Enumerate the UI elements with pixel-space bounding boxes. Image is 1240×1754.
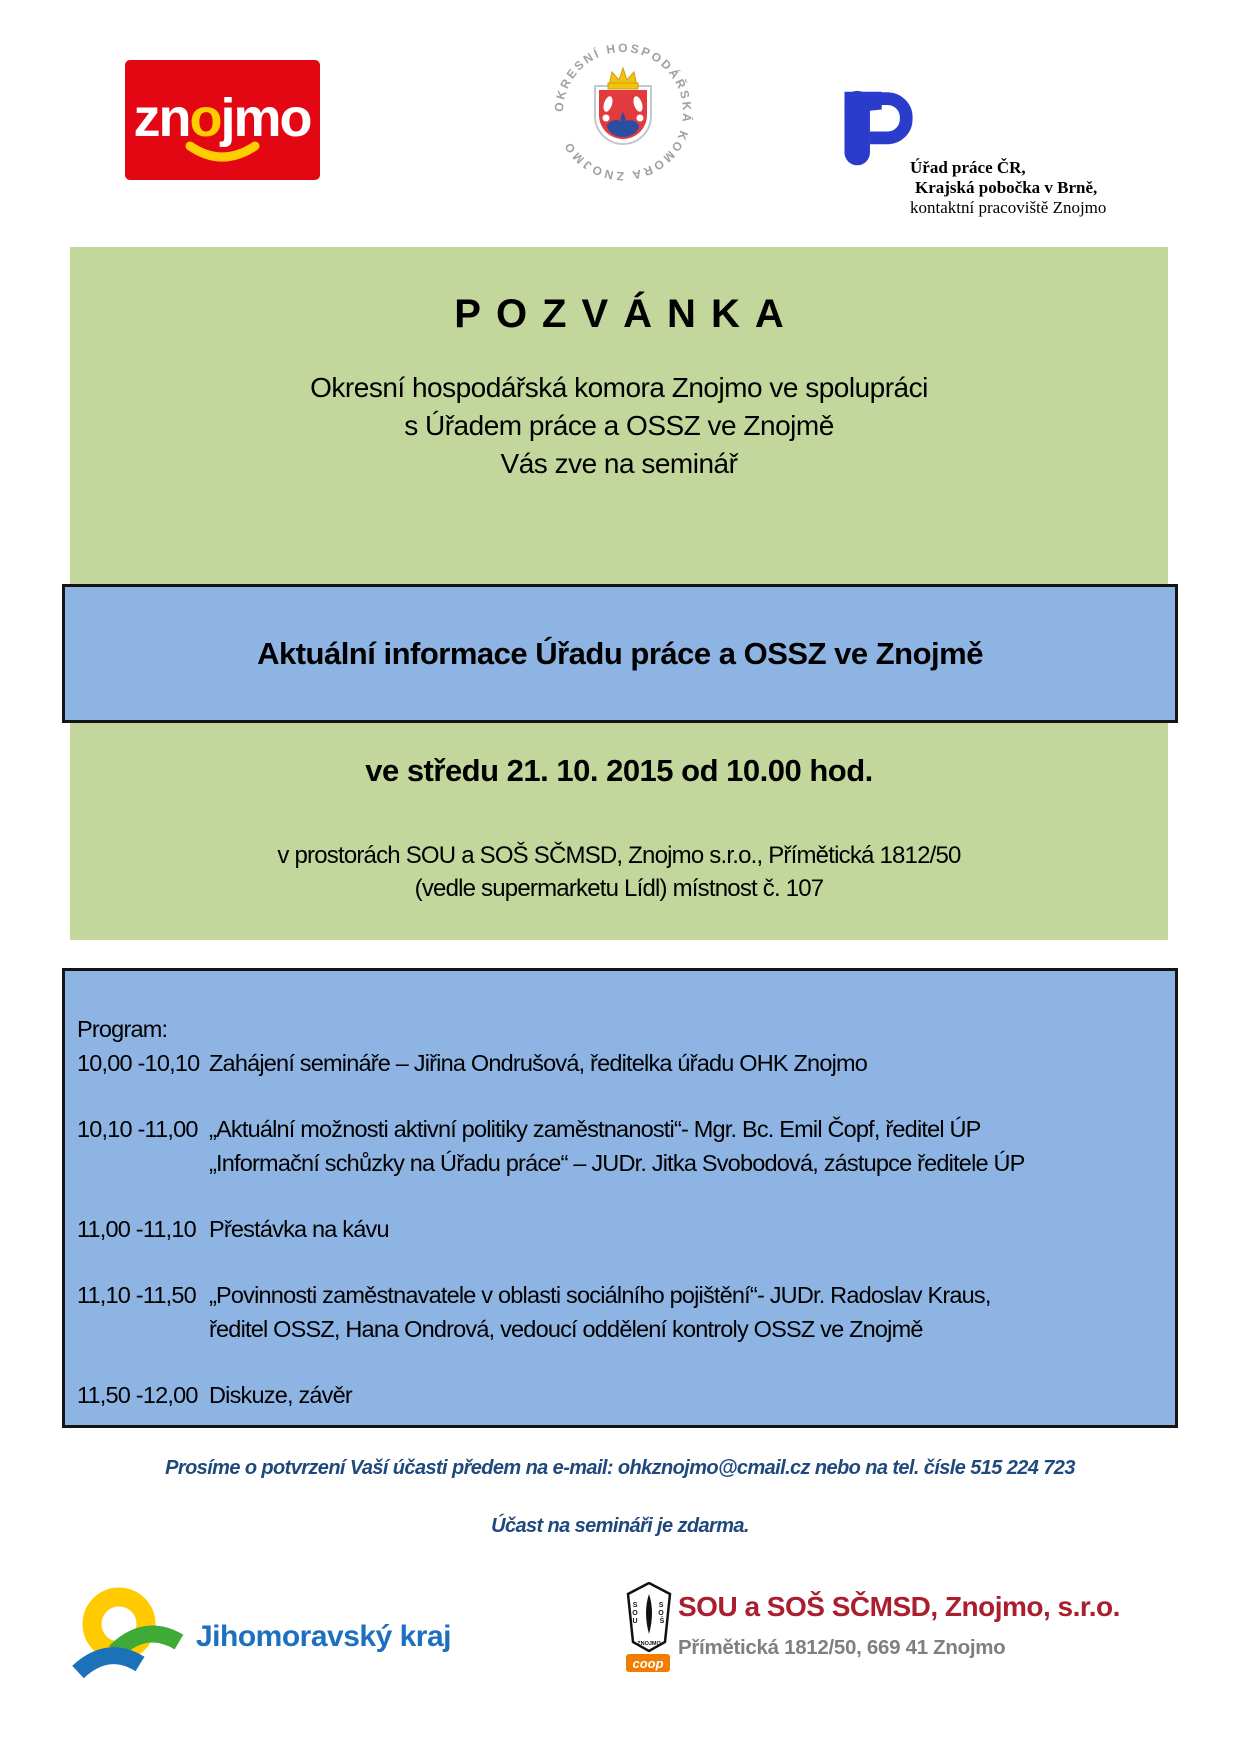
program-desc-line: ředitel OSSZ, Hana Ondrová, vedoucí oddělení kontroly OSSZ ve Znojmě bbox=[209, 1316, 923, 1342]
venue-line-2: (vedle supermarketu Lídl) místnost č. 107 bbox=[414, 875, 824, 902]
program-item-5 bbox=[77, 1378, 1169, 1412]
program-item-4 bbox=[77, 1278, 1169, 1346]
emblem-shield-icon bbox=[595, 68, 651, 144]
labour-office-address bbox=[910, 158, 1210, 218]
intro-line-2: s Úřadem práce a OSSZ ve Znojmě bbox=[404, 410, 834, 441]
emblem-ring-text: OKRESNÍ HOSPODÁŘSKÁ KOMORA ZNOJMO bbox=[551, 40, 695, 184]
labour-office-logo bbox=[818, 82, 918, 180]
program-desc bbox=[209, 1378, 1169, 1412]
znojmo-city-logo bbox=[125, 60, 320, 180]
confirmation-note: Prosíme o potvrzení Vaší účasti předem na e-mail: ohkznojmo@cmail.cz nebo na tel. čísle 515 224 723 bbox=[165, 1457, 1075, 1479]
shield-letter: U bbox=[632, 1618, 638, 1625]
seminar-title-box bbox=[62, 584, 1178, 723]
up-monogram-icon bbox=[818, 82, 918, 180]
program-label: Program: bbox=[77, 1016, 168, 1042]
jmk-arcs-icon bbox=[70, 1582, 210, 1682]
program-time: 11,00 -11,10 bbox=[77, 1216, 196, 1242]
program-desc-line: Diskuze, závěr bbox=[209, 1382, 352, 1408]
program-desc-line: Přestávka na kávu bbox=[209, 1216, 389, 1242]
chamber-emblem-graphic bbox=[545, 34, 701, 190]
south-moravia-region-logo bbox=[70, 1582, 210, 1682]
program-desc bbox=[209, 1278, 1169, 1346]
znojmo-text-part2: o bbox=[189, 88, 221, 148]
coop-badge: coop bbox=[632, 1656, 664, 1671]
program-desc-line: „Informační schůzky na Úřadu práce“ – JUDr. Jitka Svobodová, zástupce ředitele ÚP bbox=[209, 1150, 1025, 1176]
shield-letter: O bbox=[658, 1610, 664, 1617]
program-item-1 bbox=[77, 1046, 1169, 1080]
free-entry-note: Účast na semináři je zdarma. bbox=[491, 1515, 749, 1537]
sou-school-logo bbox=[624, 1582, 674, 1674]
seminar-venue bbox=[70, 839, 1168, 905]
program-item-2 bbox=[77, 1112, 1169, 1180]
program-desc-line: „Povinnosti zaměstnavatele v oblasti sociálního pojištění“- JUDr. Radoslav Kraus, bbox=[209, 1282, 991, 1308]
labour-office-line1: Úřad práce ČR, bbox=[910, 158, 1026, 177]
program-box bbox=[62, 968, 1178, 1428]
shield-letter: S bbox=[632, 1602, 638, 1609]
shield-letter: Š bbox=[659, 1618, 665, 1625]
svg-text:znojmo bbox=[133, 88, 310, 148]
program-desc bbox=[209, 1112, 1169, 1180]
seminar-date: ve středu 21. 10. 2015 od 10.00 hod. bbox=[365, 753, 873, 788]
labour-office-line2: Krajská pobočka v Brně, bbox=[915, 178, 1098, 197]
chamber-of-commerce-emblem bbox=[545, 34, 701, 190]
labour-office-line3: kontaktní pracoviště Znojmo bbox=[910, 198, 1107, 217]
sou-shield-icon bbox=[624, 1582, 674, 1674]
program-time: 10,10 -11,00 bbox=[77, 1116, 198, 1142]
program-desc bbox=[209, 1046, 1169, 1080]
znojmo-text-part1: zn bbox=[133, 88, 190, 148]
program-time: 11,50 -12,00 bbox=[77, 1382, 198, 1408]
program-desc-line: „Aktuální možnosti aktivní politiky zaměstnanosti“- Mgr. Bc. Emil Čopf, ředitel ÚP bbox=[209, 1116, 981, 1142]
shield-letter: S bbox=[658, 1602, 664, 1609]
program-desc-line: Zahájení semináře – Jiřina Ondrušová, ředitelka úřadu OHK Znojmo bbox=[209, 1050, 868, 1076]
program-time: 11,10 -11,50 bbox=[77, 1282, 196, 1308]
program-time: 10,00 -10,10 bbox=[77, 1050, 200, 1076]
venue-line-1: v prostorách SOU a SOŠ SČMSD, Znojmo s.r.o., Přímětická 1812/50 bbox=[277, 842, 961, 869]
invitation-heading: POZVÁNKA bbox=[454, 292, 799, 336]
program-desc bbox=[209, 1212, 1169, 1246]
znojmo-text-part3: jmo bbox=[220, 88, 311, 148]
sou-school-name: SOU a SOŠ SČMSD, Znojmo, s.r.o. bbox=[678, 1591, 1120, 1622]
jmk-label: Jihomoravský kraj bbox=[196, 1620, 451, 1653]
shield-letter: O bbox=[632, 1610, 638, 1617]
znojmo-logo-graphic bbox=[125, 60, 320, 180]
sou-school-address: Přímětická 1812/50, 669 41 Znojmo bbox=[678, 1636, 1006, 1659]
invitation-intro bbox=[70, 369, 1168, 483]
shield-znojmo-text: ZNOJMO bbox=[637, 1641, 661, 1647]
intro-line-1: Okresní hospodářská komora Znojmo ve spolupráci bbox=[310, 372, 928, 403]
intro-line-3: Vás zve na seminář bbox=[500, 448, 738, 479]
seminar-title: Aktuální informace Úřadu práce a OSSZ ve Znojmě bbox=[257, 635, 983, 671]
program-item-3 bbox=[77, 1212, 1169, 1246]
